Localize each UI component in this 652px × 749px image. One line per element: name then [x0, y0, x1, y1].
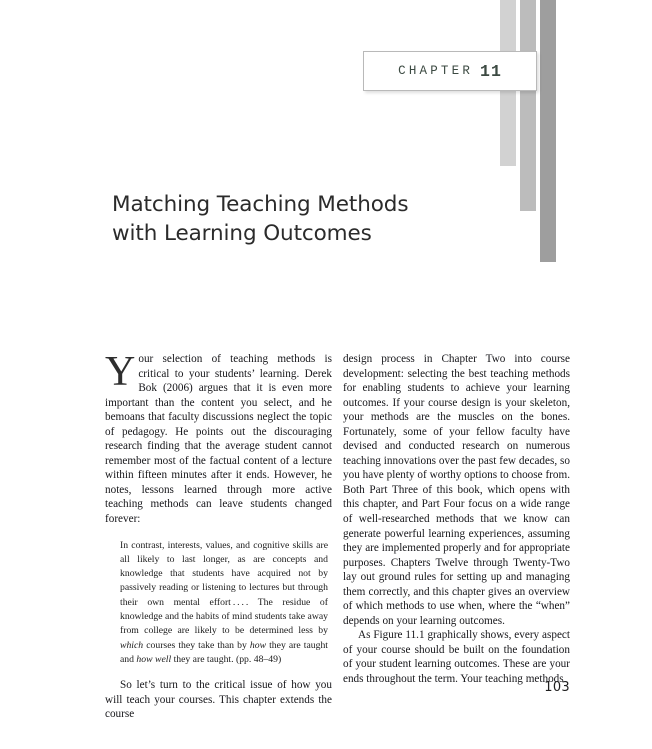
left-paragraph-2: So let’s turn to the critical issue of how you will teach your courses. This chapter extends the course — [105, 679, 332, 721]
block-quote-part-1: In contrast, interests, values, and cognitive skills are all likely to last longer, as are concepts and knowledge that students have acquired not by passively reading or listening to lectures but through their own mental effort . . . . The residue of knowledge and the habits of mind students take away from college are likely to be determined less by — [120, 539, 328, 637]
block-quote-italic-1: which — [120, 639, 144, 651]
block-quote — [105, 539, 332, 668]
chapter-label-plate — [363, 51, 537, 91]
block-quote-italic-2: how — [249, 639, 267, 651]
page-title — [112, 190, 532, 248]
block-quote-part-2: courses they take than by — [143, 639, 250, 651]
block-quote-text — [120, 539, 328, 668]
right-paragraph-1: design process in Chapter Two into course development: selecting the best teaching methods for enabling students to achieve your learning outcomes. If your course design is your skeleton, your methods are the muscles on the bones. Fortunately, some of your fellow faculty have devised and conducted research on numerous teaching innovations over the past few decades, so you have plenty of worthy options to choose from. Both Part Three of this book, which opens with this chapter, and Part Four focus on a wide range of well-researched methods that we know can generate powerful learning experiences, assuming they are implemented properly and for appropriate purposes. Chapters Twelve through Twenty-Two lay out ground rules for setting up and managing them correctly, and this chapter gives an overview of which methods to use when, where the “when” depends on your learning outcomes. — [343, 353, 570, 627]
page-title-line-2: with Learning Outcomes — [112, 221, 372, 247]
drop-cap: Y — [105, 349, 136, 395]
block-quote-part-3: they are taught and — [120, 639, 328, 665]
page-title-line-1: Matching Teaching Methods — [112, 192, 409, 218]
left-text-column — [105, 349, 332, 722]
block-quote-italic-3: how well — [136, 653, 172, 665]
chapter-label-word: CHAPTER — [398, 64, 474, 78]
body-columns — [105, 349, 570, 721]
header-bar-medium — [520, 0, 536, 211]
left-paragraph-1-text: our selection of teaching methods is critical to your students’ learning. Derek Bok (2006) argues that it is even more important than the content you select, and he bemoans that faculty discussions neglect the topic of pedagogy. He points out the discouraging research finding that the average student cannot remember most of the factual content of a lecture within fifteen minutes after it ends. However, he notes, lessons learned through more active teaching methods can leave students changed forever: — [105, 353, 332, 526]
page-number: 103 — [544, 680, 570, 695]
block-quote-part-4: they are taught. (pp. 48–49) — [171, 653, 282, 665]
right-paragraph-2: As Figure 11.1 graphically shows, every aspect of your course should be built on the foundation of your student learning outcomes. These are your ends throughout the term. Your teaching methods — [343, 629, 570, 686]
header-bar-dark — [540, 0, 556, 262]
chapter-label-number: 11 — [480, 61, 502, 81]
right-text-column — [343, 352, 570, 687]
left-paragraph-1 — [105, 349, 332, 527]
